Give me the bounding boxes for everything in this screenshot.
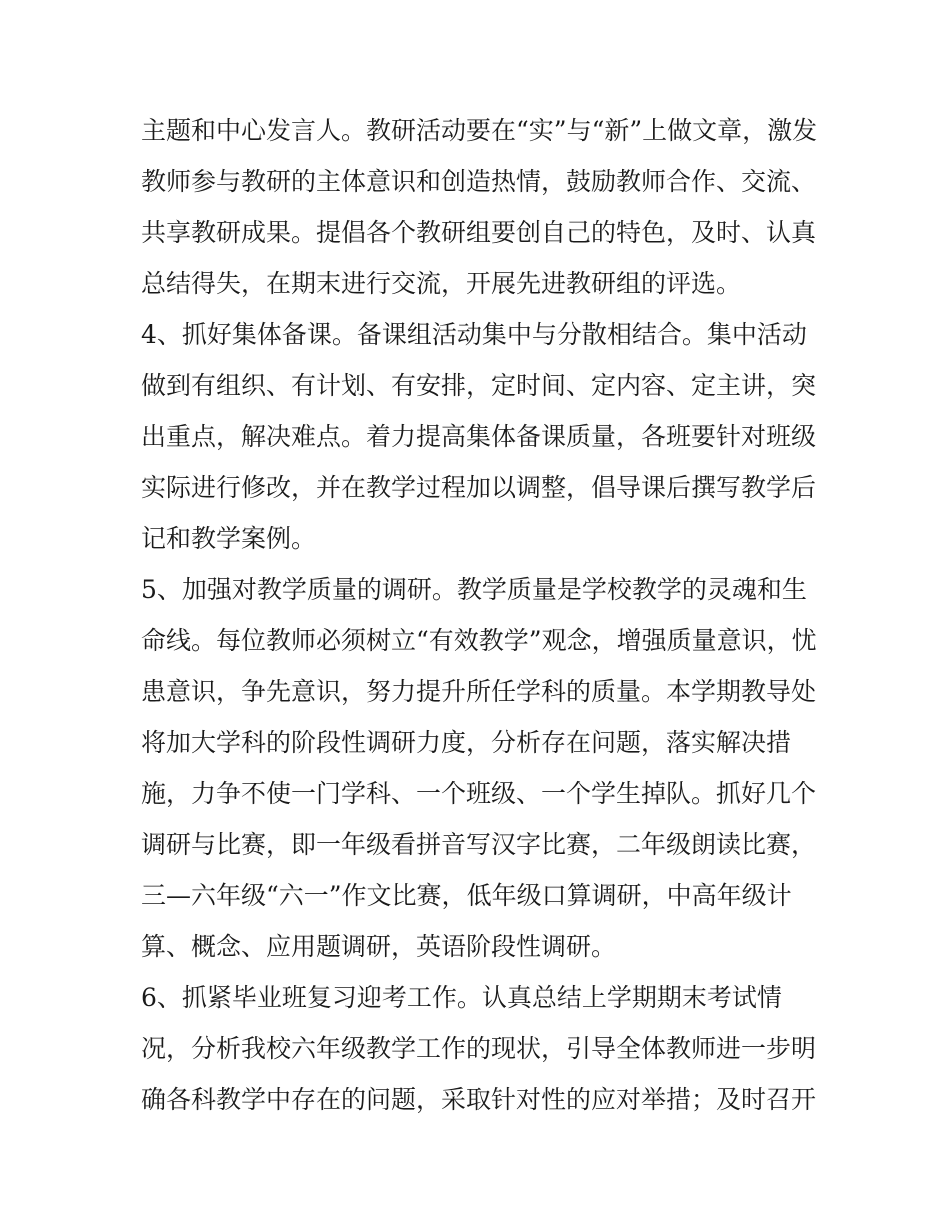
text-line: 主题和中心发言人。教研活动要在“实”与“新”上做文章，激发 <box>141 116 818 145</box>
text-line: 做到有组织、有计划、有安排，定时间、定内容、定主讲，突 <box>141 371 817 400</box>
text-line: 调研与比赛，即一年级看拼音写汉字比赛，二年级朗读比赛， <box>141 830 817 859</box>
text-line: 三—六年级“六一”作文比赛，低年级口算调研，中高年级计 <box>141 881 792 910</box>
text-line: 教师参与教研的主体意识和创造热情，鼓励教师合作、交流、 <box>141 167 817 196</box>
text-line: 6、抓紧毕业班复习迎考工作。认真总结上学期期末考试情 <box>141 983 782 1012</box>
text-line: 实际进行修改，并在教学过程加以调整，倡导课后撰写教学后 <box>141 473 817 502</box>
document-body <box>141 105 821 1125</box>
text-line: 患意识，争先意识，努力提升所任学科的质量。本学期教导处 <box>141 677 817 706</box>
text-line: 4、抓好集体备课。备课组活动集中与分散相结合。集中活动 <box>141 320 807 349</box>
text-line: 共享教研成果。提倡各个教研组要创自己的特色，及时、认真 <box>141 218 817 247</box>
text-line: 总结得失，在期末进行交流，开展先进教研组的评选。 <box>141 269 742 298</box>
text-line: 况，分析我校六年级教学工作的现状，引导全体教师进一步明 <box>141 1034 817 1063</box>
text-line: 命线。每位教师必须树立“有效教学”观念，增强质量意识，忧 <box>141 626 817 655</box>
text-line: 算、概念、应用题调研，英语阶段性调研。 <box>141 932 617 961</box>
text-line: 施，力争不使一门学科、一个班级、一个学生掉队。抓好几个 <box>141 779 817 808</box>
text-line: 记和教学案例。 <box>141 524 317 553</box>
text-line: 出重点，解决难点。着力提高集体备课质量，各班要针对班级 <box>141 422 817 451</box>
text-line: 5、加强对教学质量的调研。教学质量是学校教学的灵魂和生 <box>141 575 807 604</box>
text-line: 将加大学科的阶段性调研力度，分析存在问题，落实解决措 <box>141 728 792 757</box>
text-line: 确各科教学中存在的问题，采取针对性的应对举措；及时召开 <box>141 1085 817 1114</box>
